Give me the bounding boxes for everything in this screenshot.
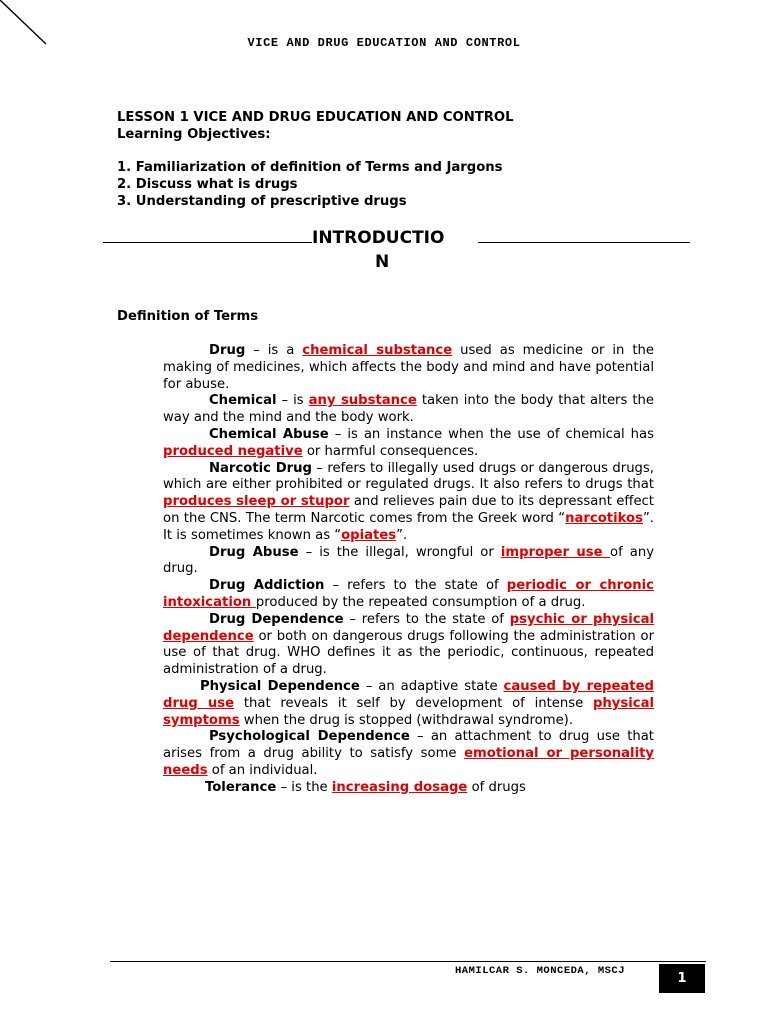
definition-psychological-dependence bbox=[140, 729, 654, 779]
objective-item: 1. Familiarization of definition of Terms and Jargons bbox=[117, 160, 503, 175]
term: Chemical Abuse bbox=[209, 426, 329, 442]
highlight: caused by repeated drug use bbox=[163, 678, 654, 711]
definition-text: or both on dangerous drugs following the administration or use of that drug. WHO defines it as the periodic, continuous, repeated administration of a drug. bbox=[163, 628, 654, 678]
definition-text: – is the bbox=[276, 779, 332, 795]
definition-text: – is a bbox=[245, 343, 303, 358]
definition-physical-dependence bbox=[140, 679, 654, 729]
highlight: opiates bbox=[341, 527, 397, 543]
objectives-heading: Learning Objectives: bbox=[117, 127, 271, 142]
term: Physical Dependence bbox=[200, 678, 360, 694]
definitions-heading: Definition of Terms bbox=[117, 309, 259, 324]
term: Drug Dependence bbox=[209, 611, 344, 627]
highlight: chemical substance bbox=[302, 343, 453, 358]
definition-drug-dependence bbox=[140, 612, 654, 679]
footer-rule bbox=[110, 961, 706, 962]
running-header: VICE AND DRUG EDUCATION AND CONTROL bbox=[247, 36, 521, 50]
highlight: improper use bbox=[500, 544, 611, 560]
highlight: produces sleep or stupor bbox=[163, 494, 350, 510]
definition-text: – an adaptive state bbox=[359, 678, 504, 694]
highlight: narcotikos bbox=[565, 510, 643, 526]
term: Chemical bbox=[209, 393, 277, 409]
highlight: periodic or chronic intoxication bbox=[163, 578, 654, 610]
highlight: psychic or physical dependence bbox=[163, 611, 654, 644]
term: Drug Addiction bbox=[209, 578, 325, 594]
definition-drug-addiction bbox=[140, 578, 654, 612]
objective-item: 2. Discuss what is drugs bbox=[117, 177, 298, 192]
definition-tolerance bbox=[140, 780, 654, 797]
definition-drug-abuse bbox=[140, 545, 654, 579]
term: Tolerance bbox=[205, 779, 277, 795]
term: Narcotic Drug bbox=[209, 460, 312, 476]
definition-chemical bbox=[140, 393, 654, 427]
definition-drug bbox=[140, 343, 654, 393]
definition-text: taken into the body that alters the way and the mind and the body work. bbox=[163, 393, 654, 426]
definition-text: of any drug. bbox=[163, 544, 654, 577]
definition-text: that reveals it self by development of intense bbox=[234, 695, 593, 711]
page-number: 1 bbox=[659, 964, 705, 993]
definition-text: – is the illegal, wrongful or bbox=[298, 544, 501, 560]
definition-text: – is an instance when the use of chemical has bbox=[328, 426, 654, 442]
introduction-line-1: INTRODUCTIO bbox=[312, 228, 445, 248]
highlight: any substance bbox=[308, 393, 417, 409]
definition-text: produced by the repeated consumption of a drug. bbox=[255, 594, 586, 610]
footer-author: HAMILCAR S. MONCEDA, MSCJ bbox=[455, 965, 626, 977]
definition-text: – refers to the state of bbox=[343, 611, 510, 627]
highlight: increasing dosage bbox=[331, 779, 468, 795]
definition-text: – refers to the state of bbox=[324, 578, 507, 594]
definition-narcotic-drug bbox=[140, 461, 654, 545]
objective-item: 3. Understanding of prescriptive drugs bbox=[117, 194, 407, 209]
definition-text: when the drug is stopped (withdrawal syndrome). bbox=[239, 712, 574, 728]
definition-text: – is bbox=[276, 393, 309, 409]
corner-fold-line bbox=[0, 0, 60, 60]
definition-chemical-abuse bbox=[140, 427, 654, 461]
lesson-block bbox=[117, 109, 637, 210]
term: Drug Abuse bbox=[209, 544, 299, 560]
introduction-heading bbox=[312, 226, 478, 274]
lesson-title: LESSON 1 VICE AND DRUG EDUCATION AND CONTROL bbox=[117, 110, 514, 125]
definitions-list bbox=[140, 343, 654, 797]
introduction-line-2: N bbox=[375, 252, 390, 272]
definition-text: – an attachment to drug use that arises from a drug ability to satisfy some bbox=[163, 729, 654, 762]
definition-text: – refers to illegally used drugs or dangerous drugs, which are either prohibited or regulated drugs. It also refers to drugs that bbox=[163, 460, 654, 493]
definition-text: or harmful consequences. bbox=[302, 443, 479, 459]
highlight: physical symptoms bbox=[163, 695, 654, 728]
definition-text: and relieves pain due to its depressant effect on the CNS. The term Narcotic comes from the Greek word “ bbox=[163, 494, 654, 526]
term: Psychological Dependence bbox=[209, 729, 410, 745]
definition-text: of drugs bbox=[467, 779, 526, 795]
term: Drug bbox=[209, 343, 246, 358]
definition-text: used as medicine or in the making of medicines, which affects the body and mind and have potential for abuse. bbox=[163, 343, 654, 392]
highlight: emotional or personality needs bbox=[163, 746, 654, 778]
definition-text: ”. It is sometimes known as “ bbox=[163, 510, 654, 543]
definition-text: ”. bbox=[396, 527, 408, 543]
definition-text: of an individual. bbox=[207, 762, 318, 778]
highlight: produced negative bbox=[163, 443, 303, 459]
